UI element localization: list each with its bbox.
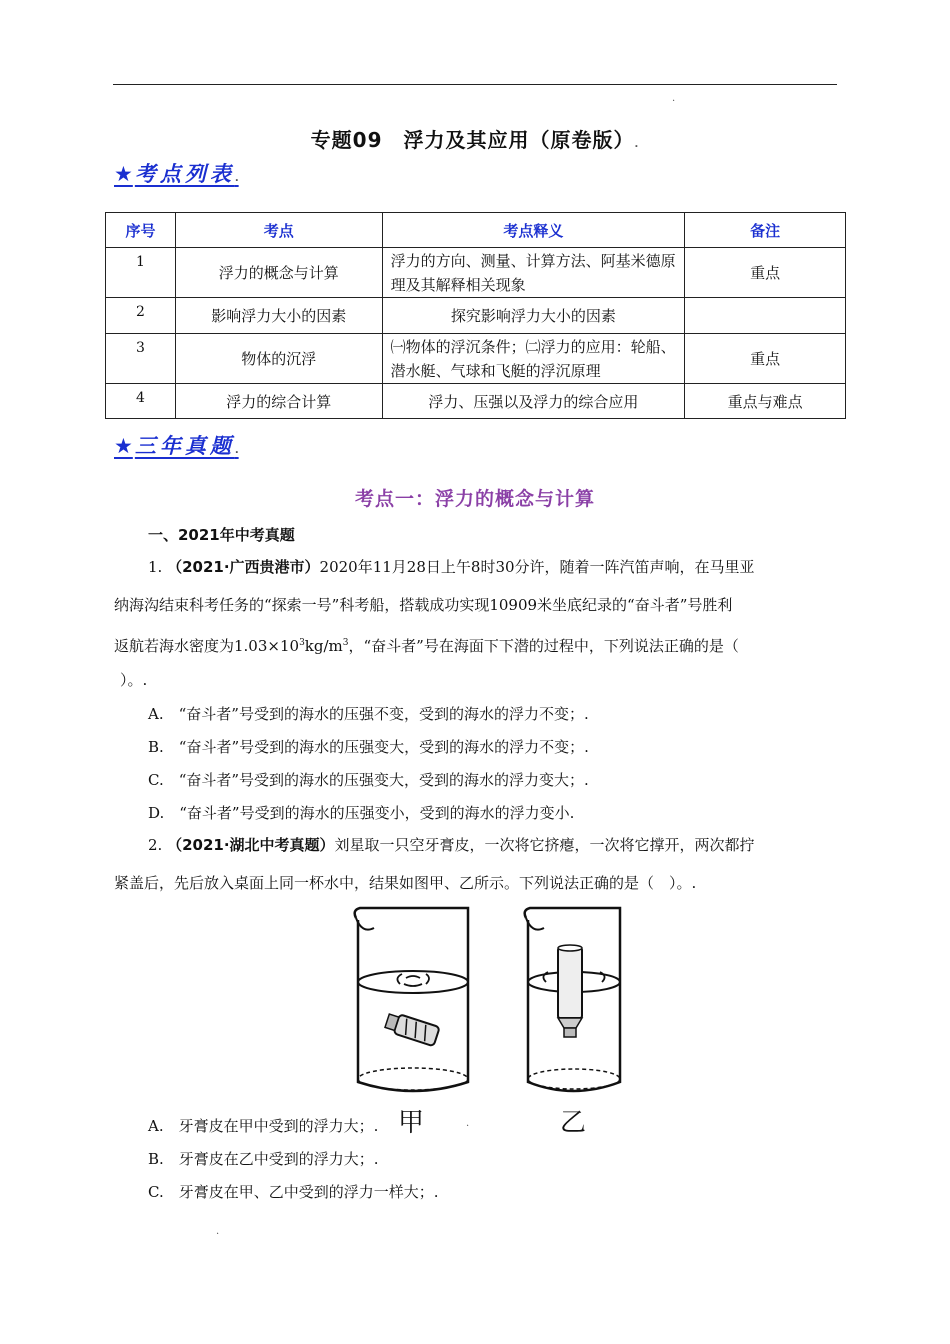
star-icon: ★ <box>114 162 133 186</box>
q1-text: 2020年11月28日上午8时30分许，随着一阵汽笛声响，在马里亚 <box>319 558 755 576</box>
row-number: 3 <box>106 334 176 384</box>
table-row <box>106 334 846 384</box>
row-description: ㈠物体的浮沉条件；㈡浮力的应用：轮船、潜水艇、气球和飞艇的浮沉原理 <box>382 334 685 384</box>
section-heading-years <box>114 430 239 460</box>
star-icon: ★ <box>114 434 133 458</box>
row-note: 重点 <box>685 334 846 384</box>
q1-option: A. “奋斗者”号受到的海水的压强不变，受到的海水的浮力不变；. <box>148 705 589 723</box>
row-note: 重点 <box>685 248 846 298</box>
page-title-text: 专题09 浮力及其应用（原卷版） <box>310 128 635 152</box>
q2-line1 <box>148 826 755 864</box>
row-note: 重点与难点 <box>685 384 846 419</box>
row-description: 探究影响浮力大小的因素 <box>382 298 685 334</box>
q2-line2: 紧盖后，先后放入桌面上同一杯水中，结果如图甲、乙所示。下列说法正确的是（ ）。. <box>114 874 697 892</box>
q1-text: kg/m <box>304 637 343 655</box>
q1-line1 <box>148 548 755 586</box>
table-header-cell: 考点释义 <box>382 213 685 248</box>
row-number: 1 <box>106 248 176 298</box>
page-title-mark: . <box>634 139 640 150</box>
table-header-cell: 考点 <box>175 213 382 248</box>
section-heading-years-text: 三年真题 <box>134 434 235 458</box>
table-header-row <box>106 213 846 248</box>
q1-line4: ）。. <box>120 671 148 689</box>
q1-superscript: 3 <box>342 638 349 648</box>
header-mark: . <box>672 93 676 104</box>
q2-source: （2021·湖北中考真题） <box>167 836 335 854</box>
q1-source: （2021·广西贵港市） <box>167 558 320 576</box>
table-header-cell: 序号 <box>106 213 176 248</box>
table-row <box>106 384 846 419</box>
q1-option: B. “奋斗者”号受到的海水的压强变大，受到的海水的浮力不变；. <box>148 738 589 756</box>
section-heading-list <box>114 158 239 188</box>
q1-text: 返航若海水密度为1.03×10 <box>114 637 300 655</box>
header-rule <box>113 84 837 85</box>
row-note <box>685 298 846 334</box>
toothpaste-tube-open-icon <box>558 945 582 1037</box>
topics-table <box>105 212 846 419</box>
beaker-jia-figure <box>348 904 478 1100</box>
row-description: 浮力、压强以及浮力的综合应用 <box>382 384 685 419</box>
section-mark: . <box>234 445 239 456</box>
row-topic: 影响浮力大小的因素 <box>175 298 382 334</box>
row-number: 4 <box>106 384 176 419</box>
table-header-cell: 备注 <box>685 213 846 248</box>
q1-superscript: 3 <box>299 638 305 648</box>
row-topic: 浮力的综合计算 <box>175 384 382 419</box>
q1-line2: 纳海沟结束科考任务的“探索一号”科考船，搭载成功实现10909米坐底纪录的“奋斗者”号胜利 <box>114 596 733 614</box>
section-heading-list-text: 考点列表 <box>134 162 235 186</box>
subsection-heading: 一、2021年中考真题 <box>148 526 295 544</box>
row-description: 浮力的方向、测量、计算方法、阿基米德原理及其解释相关现象 <box>382 248 685 298</box>
figure-label-yi: 乙 <box>560 1108 587 1138</box>
beaker-yi-figure <box>518 904 628 1100</box>
q1-line3 <box>114 624 739 665</box>
q2-number: 2. <box>148 836 163 854</box>
footer-mark: . <box>216 1226 220 1237</box>
row-topic: 浮力的概念与计算 <box>175 248 382 298</box>
table-row <box>106 248 846 298</box>
q2-option: B. 牙膏皮在乙中受到的浮力大；. <box>148 1150 379 1168</box>
q2-text: 刘星取一只空牙膏皮，一次将它挤瘪，一次将它撑开，两次都拧 <box>334 836 755 854</box>
q1-text: ，“奋斗者”号在海面下下潜的过程中，下列说法正确的是（ <box>348 637 739 655</box>
q1-number: 1. <box>148 558 163 576</box>
row-topic: 物体的沉浮 <box>175 334 382 384</box>
table-row <box>106 298 846 334</box>
section-mark: . <box>234 173 239 184</box>
q2-option: A. 牙膏皮在甲中受到的浮力大；. <box>148 1117 379 1135</box>
figure-label-jia: 甲 <box>398 1108 425 1138</box>
row-number: 2 <box>106 298 176 334</box>
q1-option: D. “奋斗者”号受到的海水的压强变小，受到的海水的浮力变小. <box>148 804 575 822</box>
q2-option: C. 牙膏皮在甲、乙中受到的浮力一样大；. <box>148 1183 439 1201</box>
q1-option: C. “奋斗者”号受到的海水的压强变大，受到的海水的浮力变大；. <box>148 771 589 789</box>
kaodian-heading: 考点一：浮力的概念与计算 <box>354 488 595 510</box>
page-title <box>0 124 950 153</box>
figure-mark: . <box>466 1118 470 1129</box>
toothpaste-tube-squeezed-icon <box>384 1011 440 1046</box>
